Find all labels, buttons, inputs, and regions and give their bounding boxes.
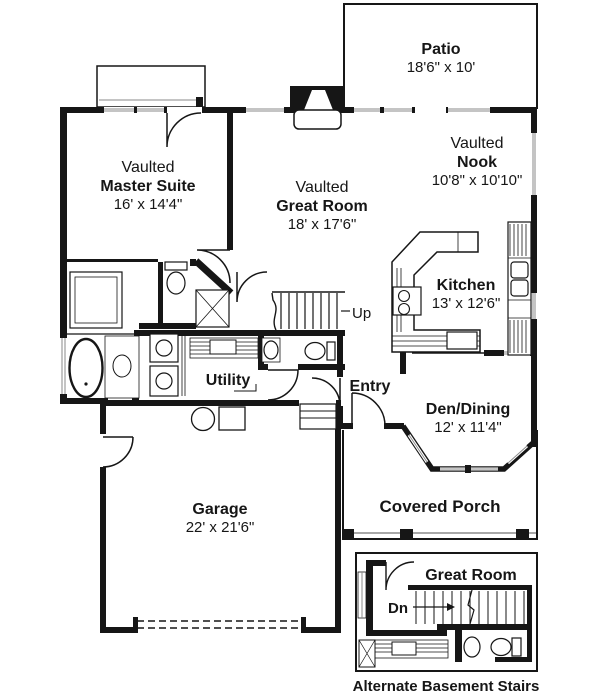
- porch-post: [343, 529, 354, 540]
- stairs-up: [272, 292, 350, 330]
- inset-toilet-tank: [512, 638, 521, 656]
- vanity-sink: [113, 355, 131, 377]
- inset-sink: [464, 637, 480, 657]
- bath-door: [237, 272, 267, 302]
- powder-toilet-tank: [327, 342, 335, 360]
- porch-post: [400, 529, 413, 540]
- room-label-den-dining: Den/Dining 12' x 11'4": [425, 401, 511, 437]
- room-label-great-room: Vaulted Great Room 18' x 17'6": [276, 179, 368, 234]
- front-door: [352, 393, 385, 426]
- garage-landing-steps: [300, 404, 336, 429]
- powder-room-fixtures: [262, 338, 335, 362]
- porch-outline: [343, 430, 537, 540]
- room-label-master-suite: Vaulted Master Suite 16' x 14'4": [100, 159, 196, 214]
- powder-door: [268, 370, 298, 400]
- burner: [399, 304, 410, 315]
- bathtub: [70, 339, 103, 397]
- room-label-garage: Garage 22' x 21'6": [185, 501, 255, 537]
- garage-service-door: [103, 437, 133, 467]
- inset-caption: Alternate Basement Stairs: [352, 678, 540, 695]
- room-label-entry: Entry: [349, 378, 391, 395]
- powder-toilet-bowl: [305, 343, 325, 360]
- powder-sink: [264, 341, 278, 359]
- sink-basin: [511, 280, 528, 296]
- room-label-utility: Utility: [205, 372, 251, 389]
- toilet-bowl: [167, 272, 185, 294]
- master-bay-window: [97, 66, 205, 107]
- garage-door: [137, 621, 301, 628]
- sink-basin: [511, 262, 528, 278]
- furnace: [219, 407, 245, 430]
- burner: [399, 291, 410, 302]
- room-label-covered-porch: Covered Porch: [379, 497, 501, 516]
- toilet-tank: [165, 262, 187, 270]
- fireplace: [290, 86, 345, 129]
- water-heater: [192, 408, 215, 431]
- room-label-patio: Patio 18'6" x 10': [406, 41, 476, 77]
- stairs-up-label: Up: [352, 305, 372, 322]
- inset-toilet-bowl: [491, 639, 511, 656]
- stairs-down-label: Dn: [388, 600, 408, 617]
- master-bay-door: [167, 113, 201, 147]
- dishwasher: [447, 332, 477, 349]
- room-label-nook: Vaulted Nook 10'8" x 10'10": [431, 135, 523, 190]
- porch-post: [516, 529, 529, 540]
- inset-room-label: Great Room: [425, 567, 517, 584]
- room-label-kitchen: Kitchen 13' x 12'6": [431, 277, 501, 313]
